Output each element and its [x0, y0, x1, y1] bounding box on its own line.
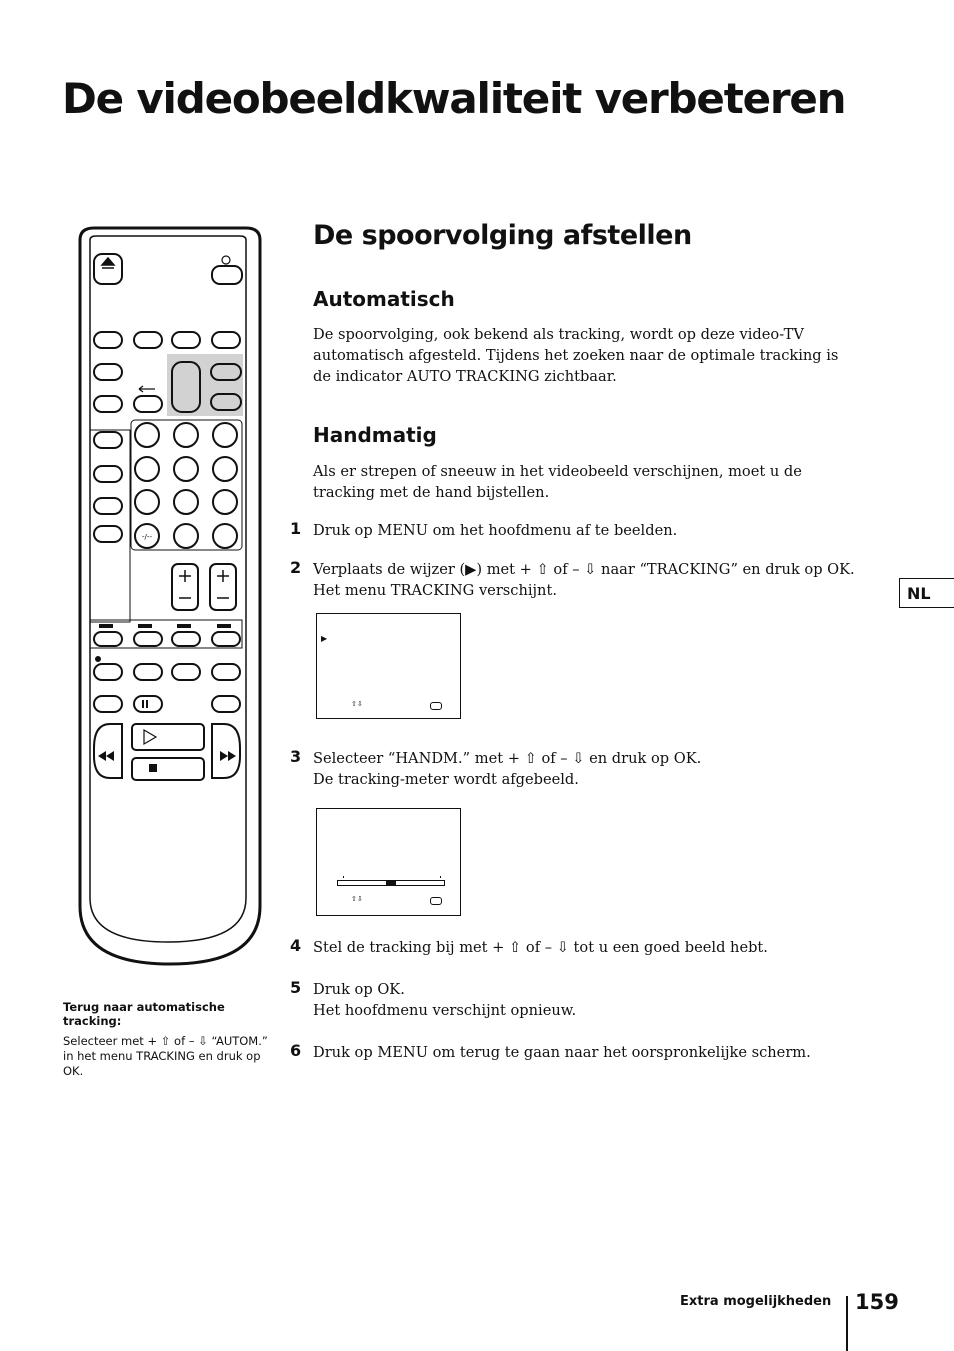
section-title: De spoorvolging afstellen	[313, 220, 692, 251]
up-down-arrows-icon: ⇧⇩	[351, 700, 363, 708]
step-number: 5	[290, 978, 302, 997]
page-number: 159	[855, 1290, 899, 1314]
step-number: 2	[290, 558, 302, 577]
step-text: De tracking-meter wordt afgebeeld.	[313, 771, 579, 788]
step-text: Het menu TRACKING verschijnt.	[313, 582, 557, 599]
tracking-meter	[337, 880, 445, 886]
step-number: 1	[290, 519, 302, 538]
manual-heading: Handmatig	[313, 423, 437, 447]
step-text: Druk op OK.	[313, 981, 405, 998]
tv-screen-menu	[316, 613, 461, 719]
step-number: 4	[290, 936, 302, 955]
note-text: Selecteer met + ⇧ of – ⇩ “AUTOM.” in het menu TRACKING en druk op OK.	[63, 1034, 268, 1078]
step-number: 6	[290, 1041, 302, 1060]
language-tab: NL	[899, 578, 954, 608]
manual-text: Als er strepen of sneeuw in het videobeeld verschijnen, moet u de tracking met de hand bijstellen.	[313, 463, 802, 501]
ok-icon	[430, 702, 442, 710]
step-text: Verplaats de wijzer (▶) met + ⇧ of – ⇩ naar “TRACKING” en druk op OK.	[313, 561, 855, 578]
step-text: Stel de tracking bij met + ⇧ of – ⇩ tot u een goed beeld hebt.	[313, 939, 768, 956]
page-title: De videobeeldkwaliteit verbeteren	[62, 74, 846, 123]
tracking-meter-indicator	[386, 880, 396, 886]
automatic-text: De spoorvolging, ook bekend als tracking, wordt op deze video-TV automatisch afgesteld. Tijdens het zoeken naar de optimale tracking is de indicator AUTO TRACKING zichtbaar.	[313, 326, 839, 385]
footer-section-label: Extra mogelijkheden	[680, 1294, 832, 1309]
up-down-arrows-icon: ⇧⇩	[351, 895, 363, 903]
step-text: Het hoofdmenu verschijnt opnieuw.	[313, 1002, 577, 1019]
footer-divider	[846, 1296, 848, 1351]
eject-button	[94, 254, 122, 284]
step-number: 3	[290, 747, 302, 766]
automatic-heading: Automatisch	[313, 287, 455, 311]
menu-pointer-icon: ▶	[321, 634, 328, 643]
power-icon	[212, 256, 242, 284]
tv-screen-tracking-meter	[316, 808, 461, 916]
svg-text:-/--: -/--	[142, 533, 152, 541]
ok-icon	[430, 897, 442, 905]
step-text: Druk op MENU om terug te gaan naar het oorspronkelijke scherm.	[313, 1044, 811, 1061]
meter-ticks	[343, 876, 441, 878]
step-text: Selecteer “HANDM.” met + ⇧ of – ⇩ en druk op OK.	[313, 750, 702, 767]
remote-control-illustration	[72, 226, 264, 966]
step-text: Druk op MENU om het hoofdmenu af te beelden.	[313, 522, 678, 539]
note-heading: Terug naar automatische tracking:	[63, 1000, 225, 1028]
